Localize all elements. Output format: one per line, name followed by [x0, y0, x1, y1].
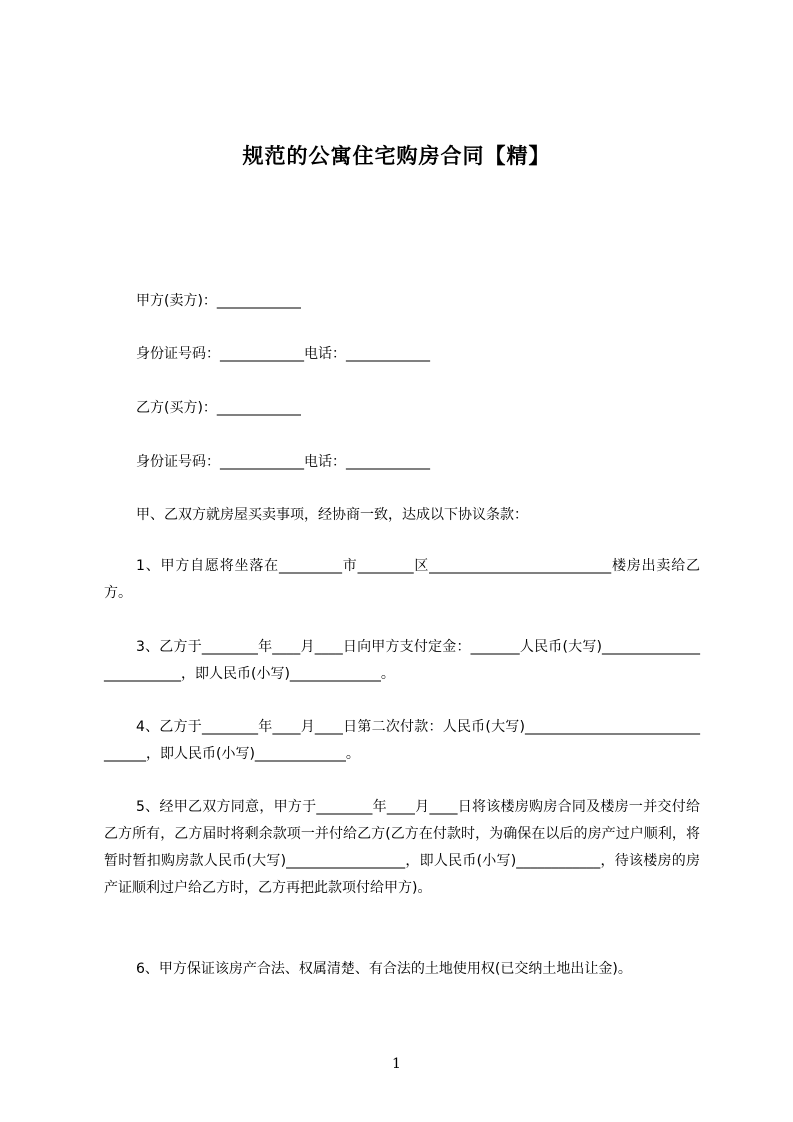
page-number: 1 [392, 1056, 401, 1072]
clause-5: 5、经甲乙双方同意，甲方于________年____月____日将该楼房购房合同及楼房一并交付给乙方所有，乙方届时将剩余款项一并付给乙方(乙方在付款时，为确保在以后的房产过户顺利，将暂时暂扣购房款人民币(大写)_________________，即人民币(小写)____________，待该楼房的房产证顺利过户给乙方时，乙方再把此款项付给甲方)。 [104, 799, 700, 896]
party-b-id-line: 身份证号码：____________电话：____________ [136, 454, 430, 470]
party-b-line: 乙方(买方)：____________ [136, 400, 301, 416]
party-a-id-line: 身份证号码：____________电话：____________ [136, 346, 430, 362]
party-a-line: 甲方(卖方)：____________ [136, 293, 301, 309]
document-title: 规范的公寓住宅购房合同【精】 [242, 144, 551, 168]
clause-1: 1、甲方自愿将坐落在_________市________区__________________________楼房出卖给乙方。 [104, 558, 700, 601]
clause-3: 3、乙方于________年____月____日向甲方支付定金：_______人民币(大写)_________________________，即人民币(小写)_____________。 [104, 639, 700, 682]
intro-line: 甲、乙双方就房屋买卖事项，经协商一致，达成以下协议条款： [136, 507, 528, 523]
clause-6: 6、甲方保证该房产合法、权属清楚、有合法的土地使用权(已交纳土地出让金)。 [136, 961, 632, 977]
clause-4: 4、乙方于________年____月____日第二次付款：人民币(大写)_______________________________，即人民币(小写)_____________。 [104, 719, 700, 762]
